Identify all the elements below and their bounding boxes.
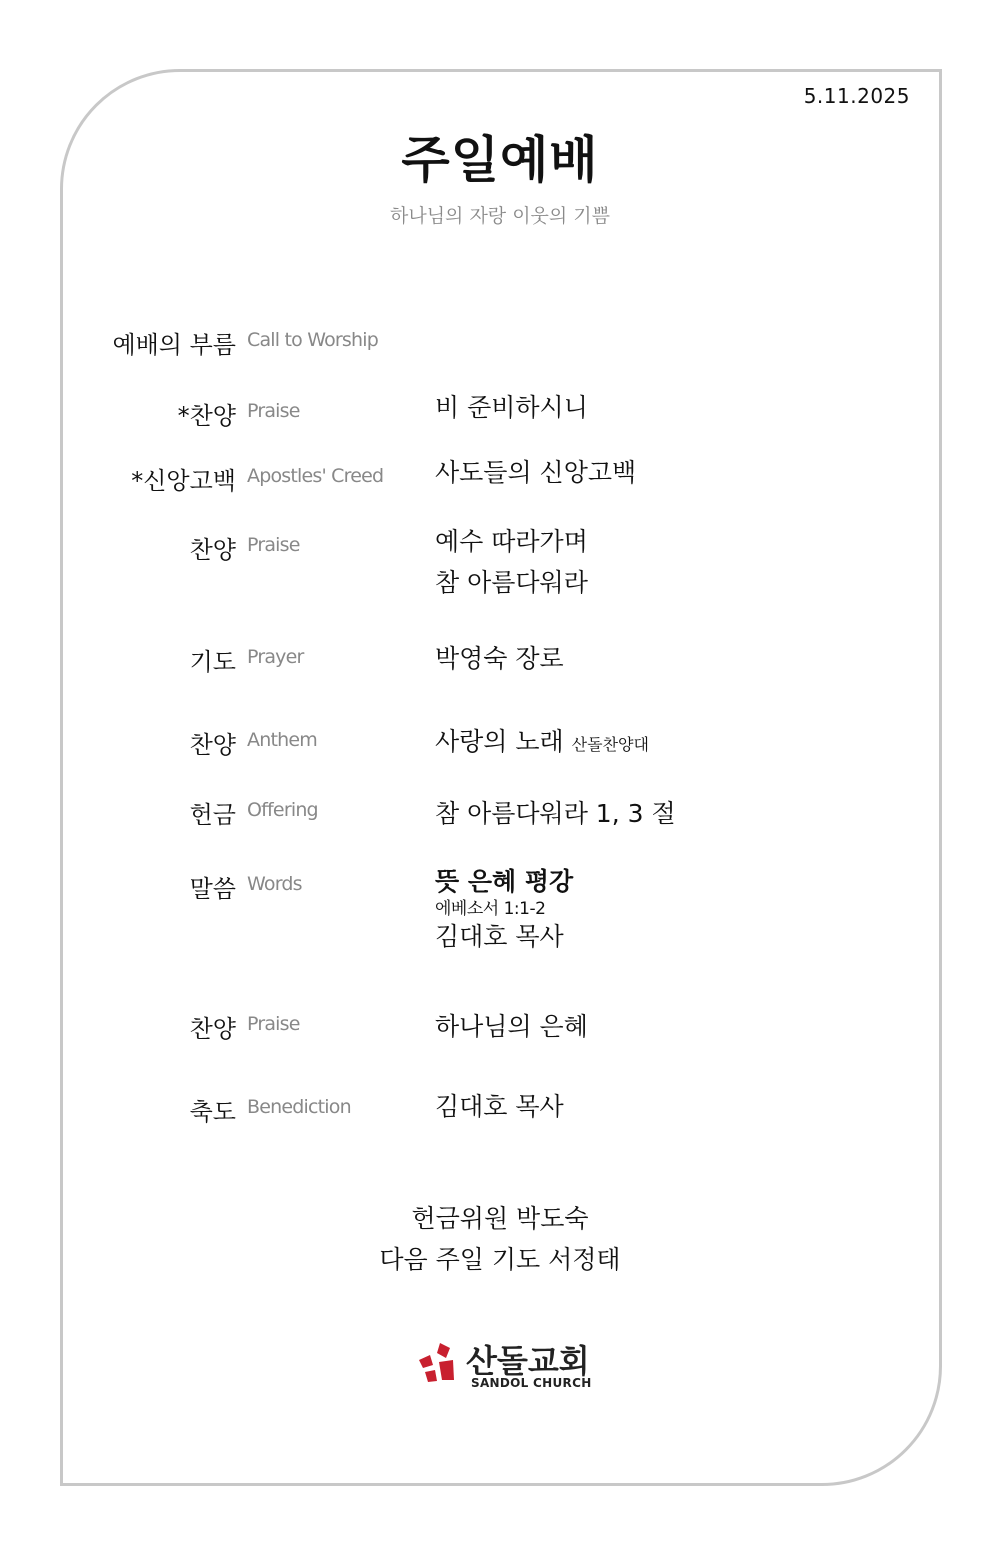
hymn-title: 참 아름다워라 (435, 568, 588, 597)
prayer-leader: 박영숙 장로 (435, 644, 564, 673)
order-item-label: 말씀 (189, 875, 236, 903)
order-item-content (435, 387, 915, 428)
order-item-english: Anthem (247, 729, 317, 751)
order-item-label: *신앙고백 (131, 467, 236, 495)
page-subtitle: 하나님의 자랑 이웃의 기쁨 (389, 205, 610, 227)
order-item-content (435, 865, 915, 955)
order-item-label: 축도 (189, 1098, 236, 1126)
order-item-content (435, 793, 915, 834)
bulletin-footer (0, 1198, 1000, 1280)
order-item-content (435, 638, 915, 679)
choir-name: 산돌찬양대 (571, 735, 649, 754)
benediction-pastor: 김대호 목사 (435, 1092, 564, 1121)
church-logo (416, 1336, 596, 1396)
church-logo-icon (416, 1340, 460, 1384)
order-item-english: Offering (247, 799, 318, 821)
preacher-name: 김대호 목사 (435, 922, 564, 951)
scripture-reference: 에베소서 1:1-2 (435, 899, 546, 919)
order-item-english: Apostles' Creed (247, 465, 384, 487)
call-to-worship-label: 예배의 부름 (112, 331, 236, 359)
hymn-title: 예수 따라가며 (435, 527, 588, 556)
order-item-label: 기도 (189, 648, 236, 676)
next-week-prayer: 다음 주일 기도 서정태 (379, 1245, 621, 1274)
creed-title: 사도들의 신앙고백 (435, 458, 637, 487)
order-item-english: Benediction (247, 1096, 351, 1118)
order-item-content (435, 452, 915, 493)
church-name: 산돌교회 (466, 1342, 590, 1380)
offering-committee: 헌금위원 박도숙 (411, 1204, 589, 1233)
order-item-content (435, 521, 915, 603)
hymn-title: 하나님의 은혜 (435, 1012, 588, 1041)
order-item-content (435, 721, 915, 765)
order-item-english: Praise (247, 534, 300, 556)
order-item-english: Prayer (247, 646, 304, 668)
order-item-content (435, 1086, 915, 1127)
order-item-english: Words (247, 873, 302, 895)
call-to-worship-english: Call to Worship (247, 329, 379, 351)
service-date: 5.11.2025 (803, 84, 910, 108)
order-item-label: *찬양 (177, 402, 236, 430)
page-title: 주일예배 (401, 131, 599, 189)
order-item-label: 찬양 (189, 731, 236, 759)
order-item-english: Praise (247, 400, 300, 422)
church-name-english: SANDOL CHURCH (471, 1376, 592, 1390)
anthem-line (435, 721, 915, 765)
hymn-title: 비 준비하시니 (435, 393, 588, 422)
anthem-title: 사랑의 노래 (435, 727, 564, 756)
order-item-english: Praise (247, 1013, 300, 1035)
order-item-label: 찬양 (189, 1015, 236, 1043)
order-item-label: 헌금 (189, 801, 236, 829)
order-item-label: 찬양 (189, 536, 236, 564)
offering-hymn: 참 아름다워라 1, 3 절 (435, 799, 676, 828)
order-item-content (435, 1006, 915, 1047)
sermon-title: 뜻 은혜 평강 (435, 867, 574, 896)
